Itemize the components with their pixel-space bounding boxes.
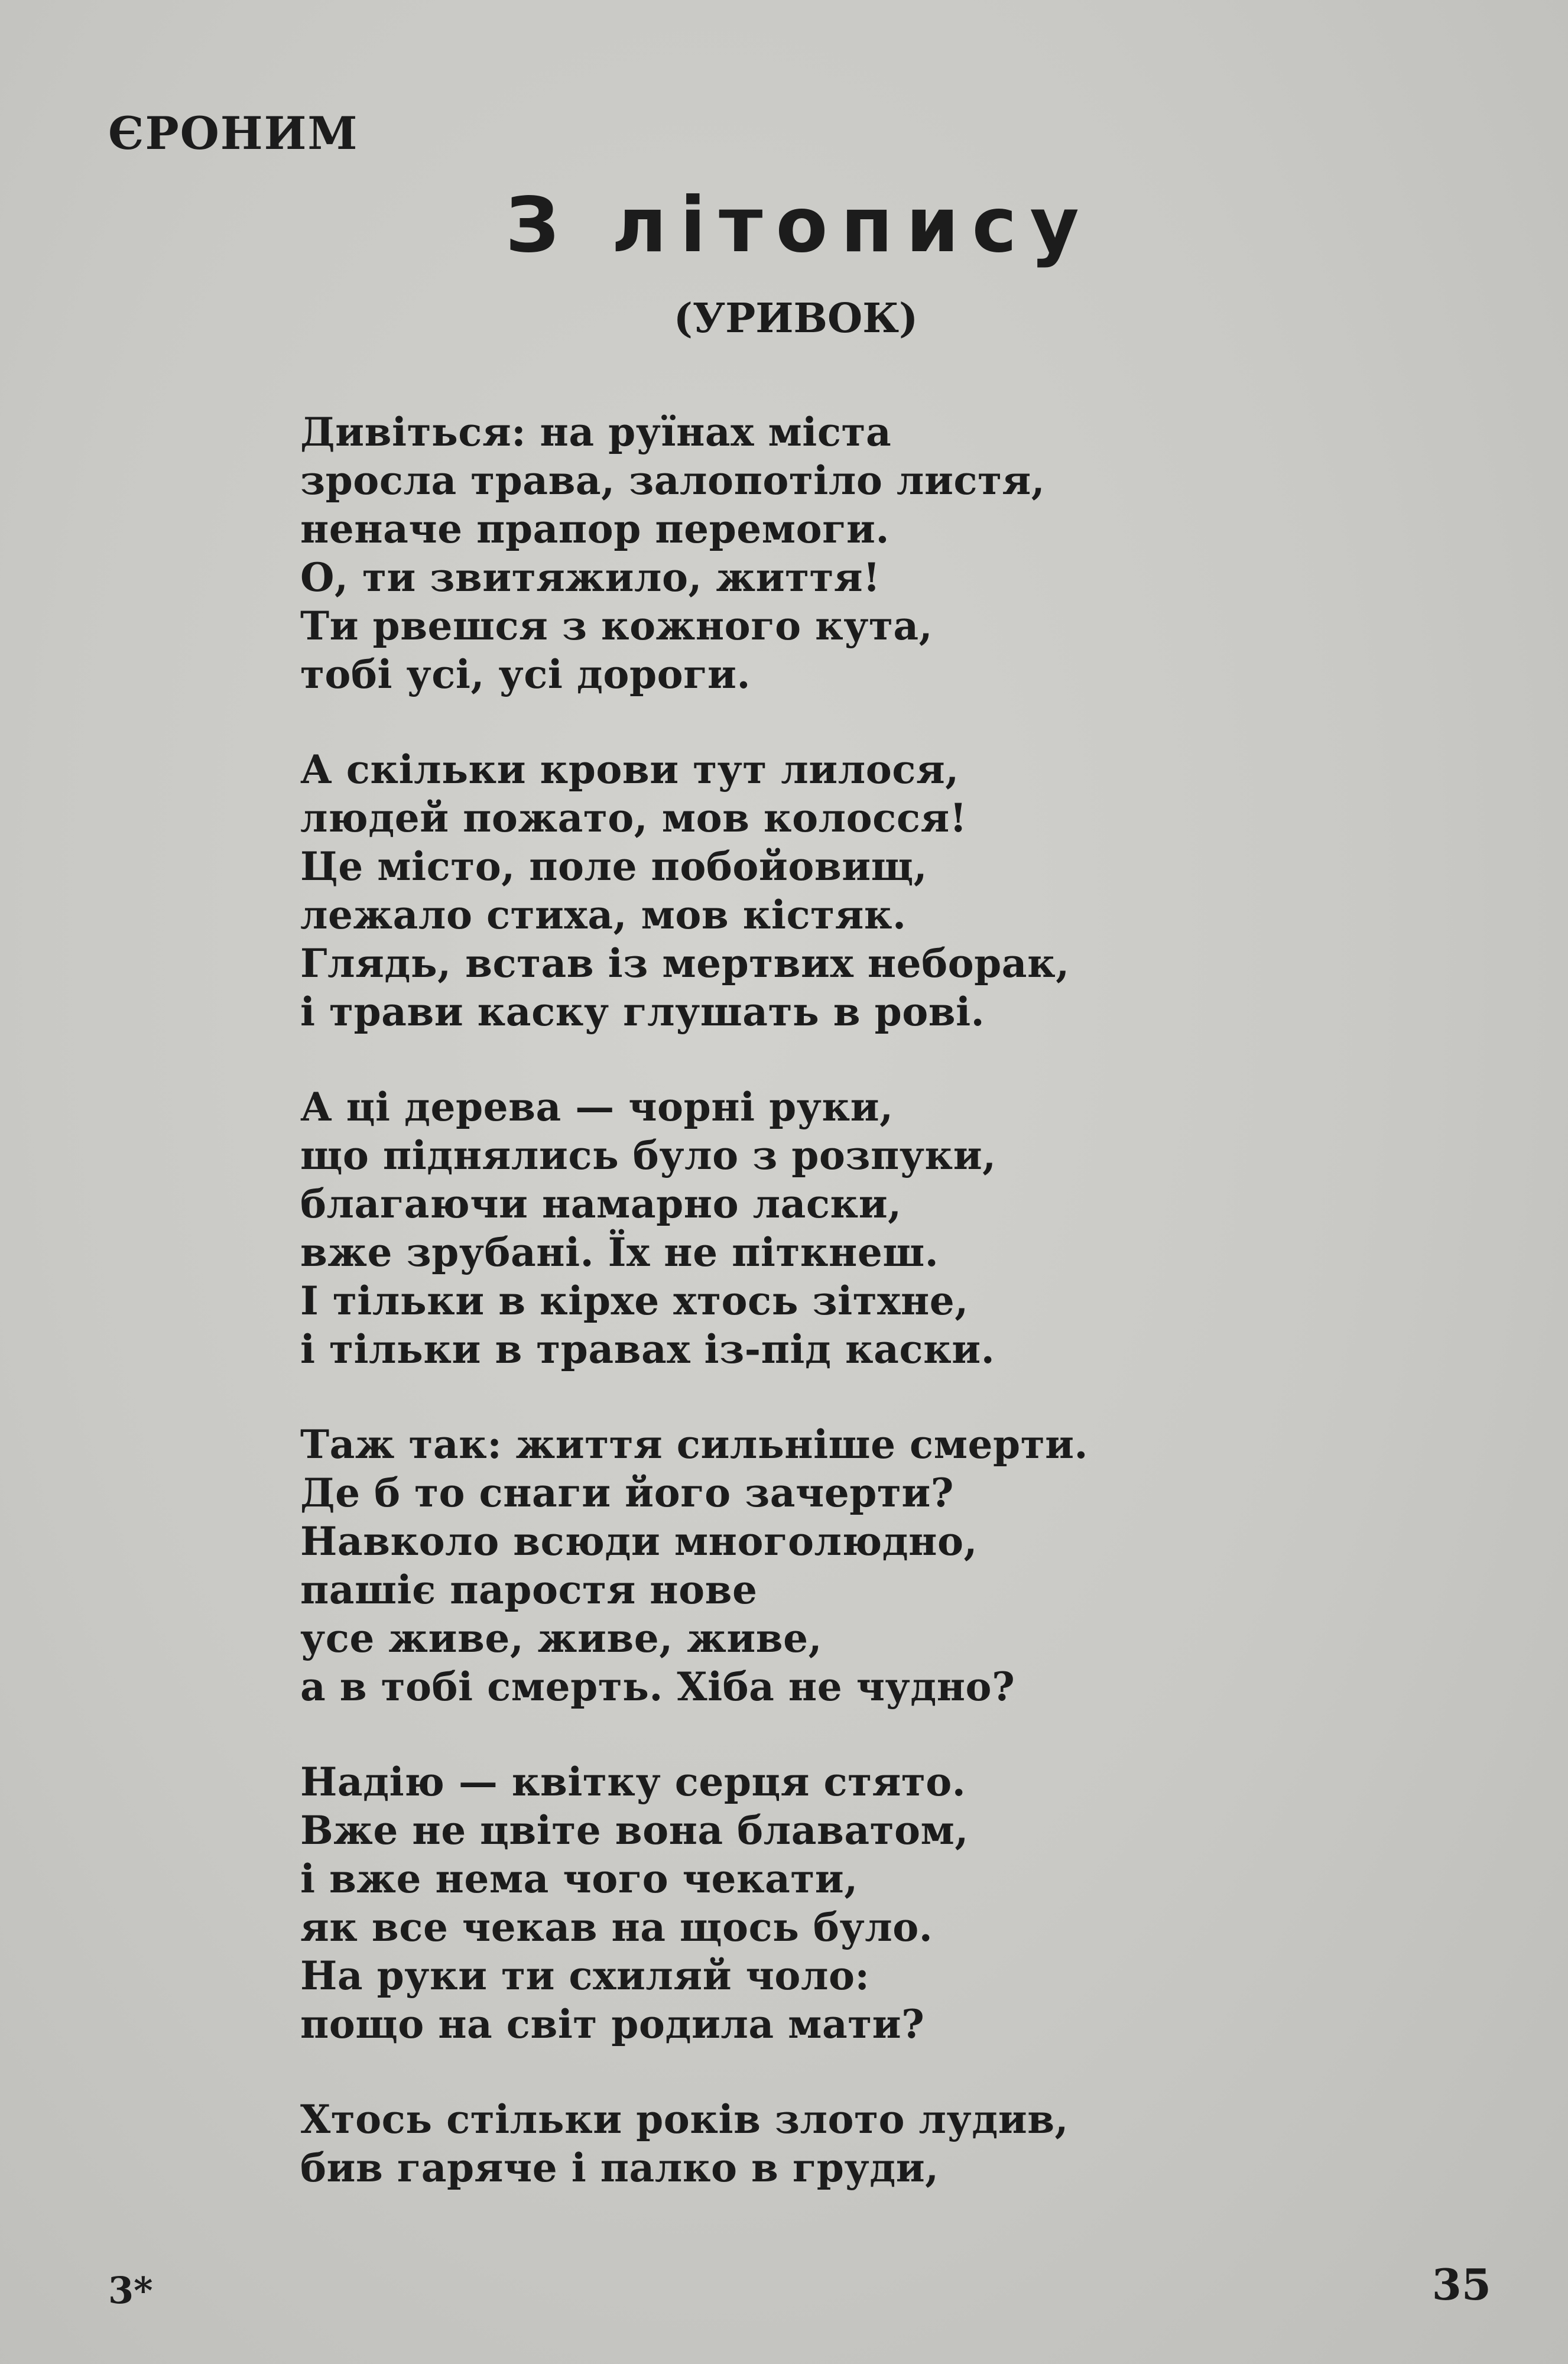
stanza-4 [300, 1420, 1423, 1711]
poem-line: Таж так: життя сильніше смерти. [300, 1421, 1089, 1467]
poem-line: Надію — квітку серця стято. [300, 1759, 966, 1805]
poem-line: Це місто, поле побойовищ, [300, 843, 928, 889]
stanza-5 [300, 1758, 1423, 2048]
poem-title: З літопису [505, 181, 1092, 269]
poem-line: І тільки в кірхе хтось зітхне, [300, 1278, 969, 1324]
poem-line: а в тобі смерть. Хіба не чудно? [300, 1664, 1015, 1710]
poem-line: Дивіться: на руїнах міста [300, 409, 892, 455]
poem-line: Хтось стільки років злото лудив, [300, 2096, 1069, 2142]
poem-line: неначе прапор перемоги. [300, 506, 889, 552]
poem-line: вже зрубані. Їх не піткнеш. [300, 1229, 939, 1275]
author-name: ЄРОНИМ [108, 107, 359, 160]
page-number: 35 [1431, 2259, 1491, 2310]
stanza-6 [300, 2095, 1423, 2192]
poem-line: Навколо всюди многолюдно, [300, 1518, 978, 1564]
poem-line: людей пожато, мов колосся! [300, 795, 968, 841]
poem-line: Ти рвешся з кожного кута, [300, 603, 933, 649]
stanza-1 [300, 408, 1423, 699]
poem-line: тобі усі, усі дороги. [300, 651, 751, 697]
poem-line: На руки ти схиляй чоло: [300, 1953, 870, 1999]
poem-line: як все чекав на щось було. [300, 1904, 933, 1950]
poem-line: Де б то снаги його зачерти? [300, 1470, 954, 1516]
poem-line: О, ти звитяжило, життя! [300, 554, 881, 600]
poem-line: і вже нема чого чекати, [300, 1856, 858, 1902]
poem-line: лежало стиха, мов кістяк. [300, 892, 907, 938]
poem-line: Глядь, встав із мертвих неборак, [300, 940, 1070, 986]
poem-subtitle: (УРИВОК) [673, 295, 918, 342]
poem-line: А скільки крови тут лилося, [300, 746, 959, 793]
poem-line: благаючи намарно ласки, [300, 1181, 902, 1227]
stanza-2 [300, 745, 1423, 1036]
poem-line: усе живе, живе, живе, [300, 1615, 823, 1661]
poem-body [300, 408, 1423, 2239]
poem-line: Вже не цвіте вона блаватом, [300, 1807, 969, 1853]
poem-line: бив гаряче і палко в груди, [300, 2145, 939, 2191]
poem-line: пощо на світ родила мати? [300, 2001, 925, 2047]
poem-line: і трави каску глушать в рові. [300, 989, 985, 1035]
signature-mark: 3* [108, 2269, 153, 2312]
poem-line: А ці дерева — чорні руки, [300, 1084, 894, 1130]
poem-line: і тільки в травах із-під каски. [300, 1326, 995, 1372]
poem-line: пашіє паростя нове [300, 1567, 758, 1613]
poem-line: що піднялись було з розпуки, [300, 1132, 996, 1178]
stanza-3 [300, 1083, 1423, 1373]
poem-line: зросла трава, залопотіло листя, [300, 457, 1046, 504]
